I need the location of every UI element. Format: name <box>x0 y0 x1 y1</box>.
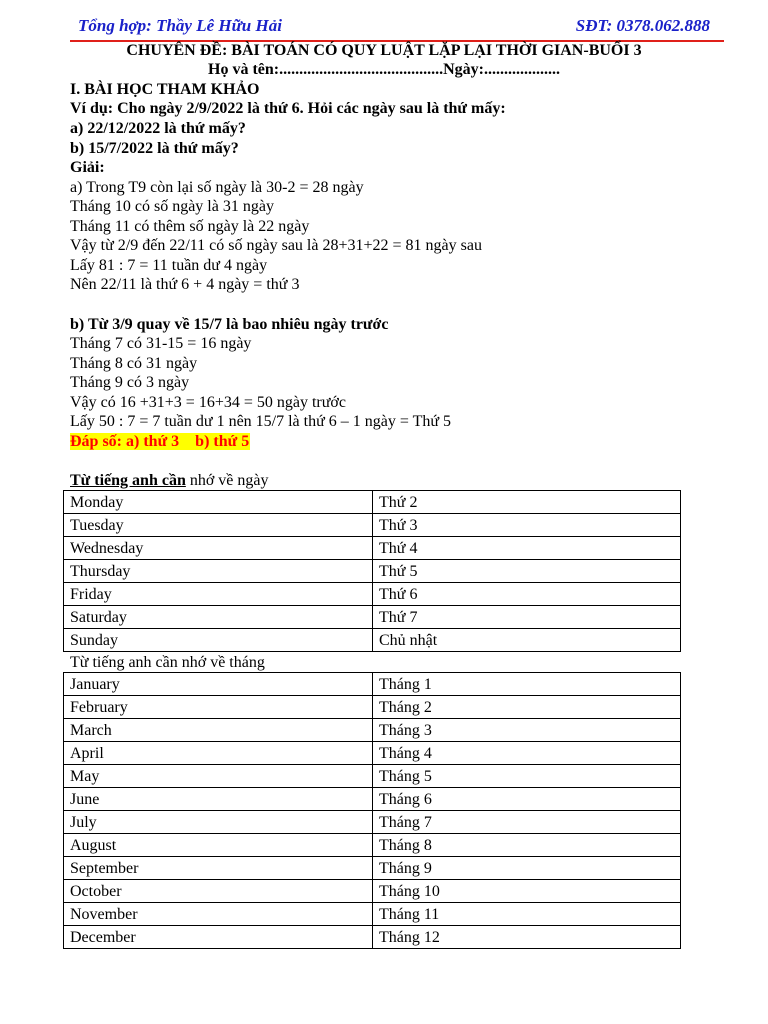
english-month: February <box>64 696 373 719</box>
solution-b-line: Tháng 8 có 31 ngày <box>70 355 198 372</box>
vietnamese-month: Tháng 4 <box>373 742 681 765</box>
english-month: June <box>64 788 373 811</box>
example-question: Ví dụ: Cho ngày 2/9/2022 là thứ 6. Hỏi các ngày sau là thứ mấy: <box>70 100 506 117</box>
table-row <box>64 765 681 788</box>
english-day: Monday <box>64 491 373 514</box>
solution-b-line: Tháng 9 có 3 ngày <box>70 374 190 391</box>
vietnamese-day: Thứ 5 <box>373 560 681 583</box>
phone-number: SĐT: 0378.062.888 <box>575 16 710 35</box>
english-day: Friday <box>64 583 373 606</box>
days-caption-rest: nhớ về ngày <box>185 472 269 489</box>
table-row <box>64 696 681 719</box>
vietnamese-month: Tháng 7 <box>373 811 681 834</box>
table-row <box>64 719 681 742</box>
vietnamese-month: Tháng 11 <box>373 903 681 926</box>
vietnamese-month: Tháng 10 <box>373 880 681 903</box>
table-row <box>64 857 681 880</box>
vietnamese-day: Thứ 4 <box>373 537 681 560</box>
table-row <box>64 583 681 606</box>
english-month: November <box>64 903 373 926</box>
vietnamese-month: Tháng 12 <box>373 926 681 949</box>
english-day: Thursday <box>64 560 373 583</box>
solution-label: Giải: <box>70 159 105 176</box>
document-title: CHUYÊN ĐỀ: BÀI TOÁN CÓ QUY LUẬT LẶP LẠI THỜI GIAN-BUỔI 3 <box>126 42 642 59</box>
table-row <box>64 834 681 857</box>
vietnamese-month: Tháng 8 <box>373 834 681 857</box>
english-month: January <box>64 673 373 696</box>
table-row <box>64 560 681 583</box>
english-month: September <box>64 857 373 880</box>
english-month: July <box>64 811 373 834</box>
table-row <box>64 903 681 926</box>
final-answer: Đáp số: a) thứ 3 b) thứ 5 <box>70 433 250 450</box>
vietnamese-day: Chủ nhật <box>373 629 681 652</box>
vietnamese-month: Tháng 2 <box>373 696 681 719</box>
table-row <box>64 880 681 903</box>
vietnamese-month: Tháng 5 <box>373 765 681 788</box>
answer-line <box>70 433 250 451</box>
solution-a-line: Tháng 10 có số ngày là 31 ngày <box>70 198 274 215</box>
table-row <box>64 491 681 514</box>
solution-a-line: a) Trong T9 còn lại số ngày là 30-2 = 28 ngày <box>70 179 364 196</box>
example-part-a: a) 22/12/2022 là thứ mấy? <box>70 120 246 137</box>
english-day: Wednesday <box>64 537 373 560</box>
table-row <box>64 537 681 560</box>
english-month: April <box>64 742 373 765</box>
table-row <box>64 811 681 834</box>
solution-a-line: Vậy từ 2/9 đến 22/11 có số ngày sau là 28+31+22 = 81 ngày sau <box>70 237 482 254</box>
days-caption <box>70 472 269 490</box>
english-month: August <box>64 834 373 857</box>
english-day: Saturday <box>64 606 373 629</box>
name-date-line: Họ và tên:.........................................Ngày:................... <box>208 61 560 78</box>
example-part-b: b) 15/7/2022 là thứ mấy? <box>70 140 239 157</box>
months-table <box>63 672 681 949</box>
vietnamese-day: Thứ 3 <box>373 514 681 537</box>
solution-b-line: Lấy 50 : 7 = 7 tuần dư 1 nên 15/7 là thứ 6 – 1 ngày = Thứ 5 <box>70 413 452 430</box>
english-day: Sunday <box>64 629 373 652</box>
english-month: March <box>64 719 373 742</box>
solution-a-line: Nên 22/11 là thứ 6 + 4 ngày = thứ 3 <box>70 276 300 293</box>
english-month: October <box>64 880 373 903</box>
vietnamese-month: Tháng 1 <box>373 673 681 696</box>
solution-a-line: Lấy 81 : 7 = 11 tuần dư 4 ngày <box>70 257 268 274</box>
days-caption-underlined: Từ tiếng anh cần <box>70 472 186 489</box>
table-row <box>64 788 681 811</box>
vietnamese-month: Tháng 6 <box>373 788 681 811</box>
vietnamese-month: Tháng 3 <box>373 719 681 742</box>
months-caption: Từ tiếng anh cần nhớ về tháng <box>70 654 265 671</box>
days-table <box>63 490 681 652</box>
vietnamese-day: Thứ 7 <box>373 606 681 629</box>
author-credit: Tổng hợp: Thầy Lê Hữu Hải <box>78 16 282 35</box>
table-row <box>64 673 681 696</box>
solution-b-line: Tháng 7 có 31-15 = 16 ngày <box>70 335 252 352</box>
table-row <box>64 514 681 537</box>
solution-a-line: Tháng 11 có thêm số ngày là 22 ngày <box>70 218 310 235</box>
section-heading: I. BÀI HỌC THAM KHẢO <box>70 81 260 98</box>
table-row <box>64 742 681 765</box>
table-row <box>64 606 681 629</box>
vietnamese-day: Thứ 6 <box>373 583 681 606</box>
english-month: December <box>64 926 373 949</box>
table-row <box>64 926 681 949</box>
table-row <box>64 629 681 652</box>
vietnamese-month: Tháng 9 <box>373 857 681 880</box>
solution-b-heading: b) Từ 3/9 quay về 15/7 là bao nhiêu ngày trước <box>70 316 389 333</box>
english-month: May <box>64 765 373 788</box>
vietnamese-day: Thứ 2 <box>373 491 681 514</box>
solution-b-line: Vậy có 16 +31+3 = 16+34 = 50 ngày trước <box>70 394 346 411</box>
english-day: Tuesday <box>64 514 373 537</box>
page-header <box>78 16 710 40</box>
